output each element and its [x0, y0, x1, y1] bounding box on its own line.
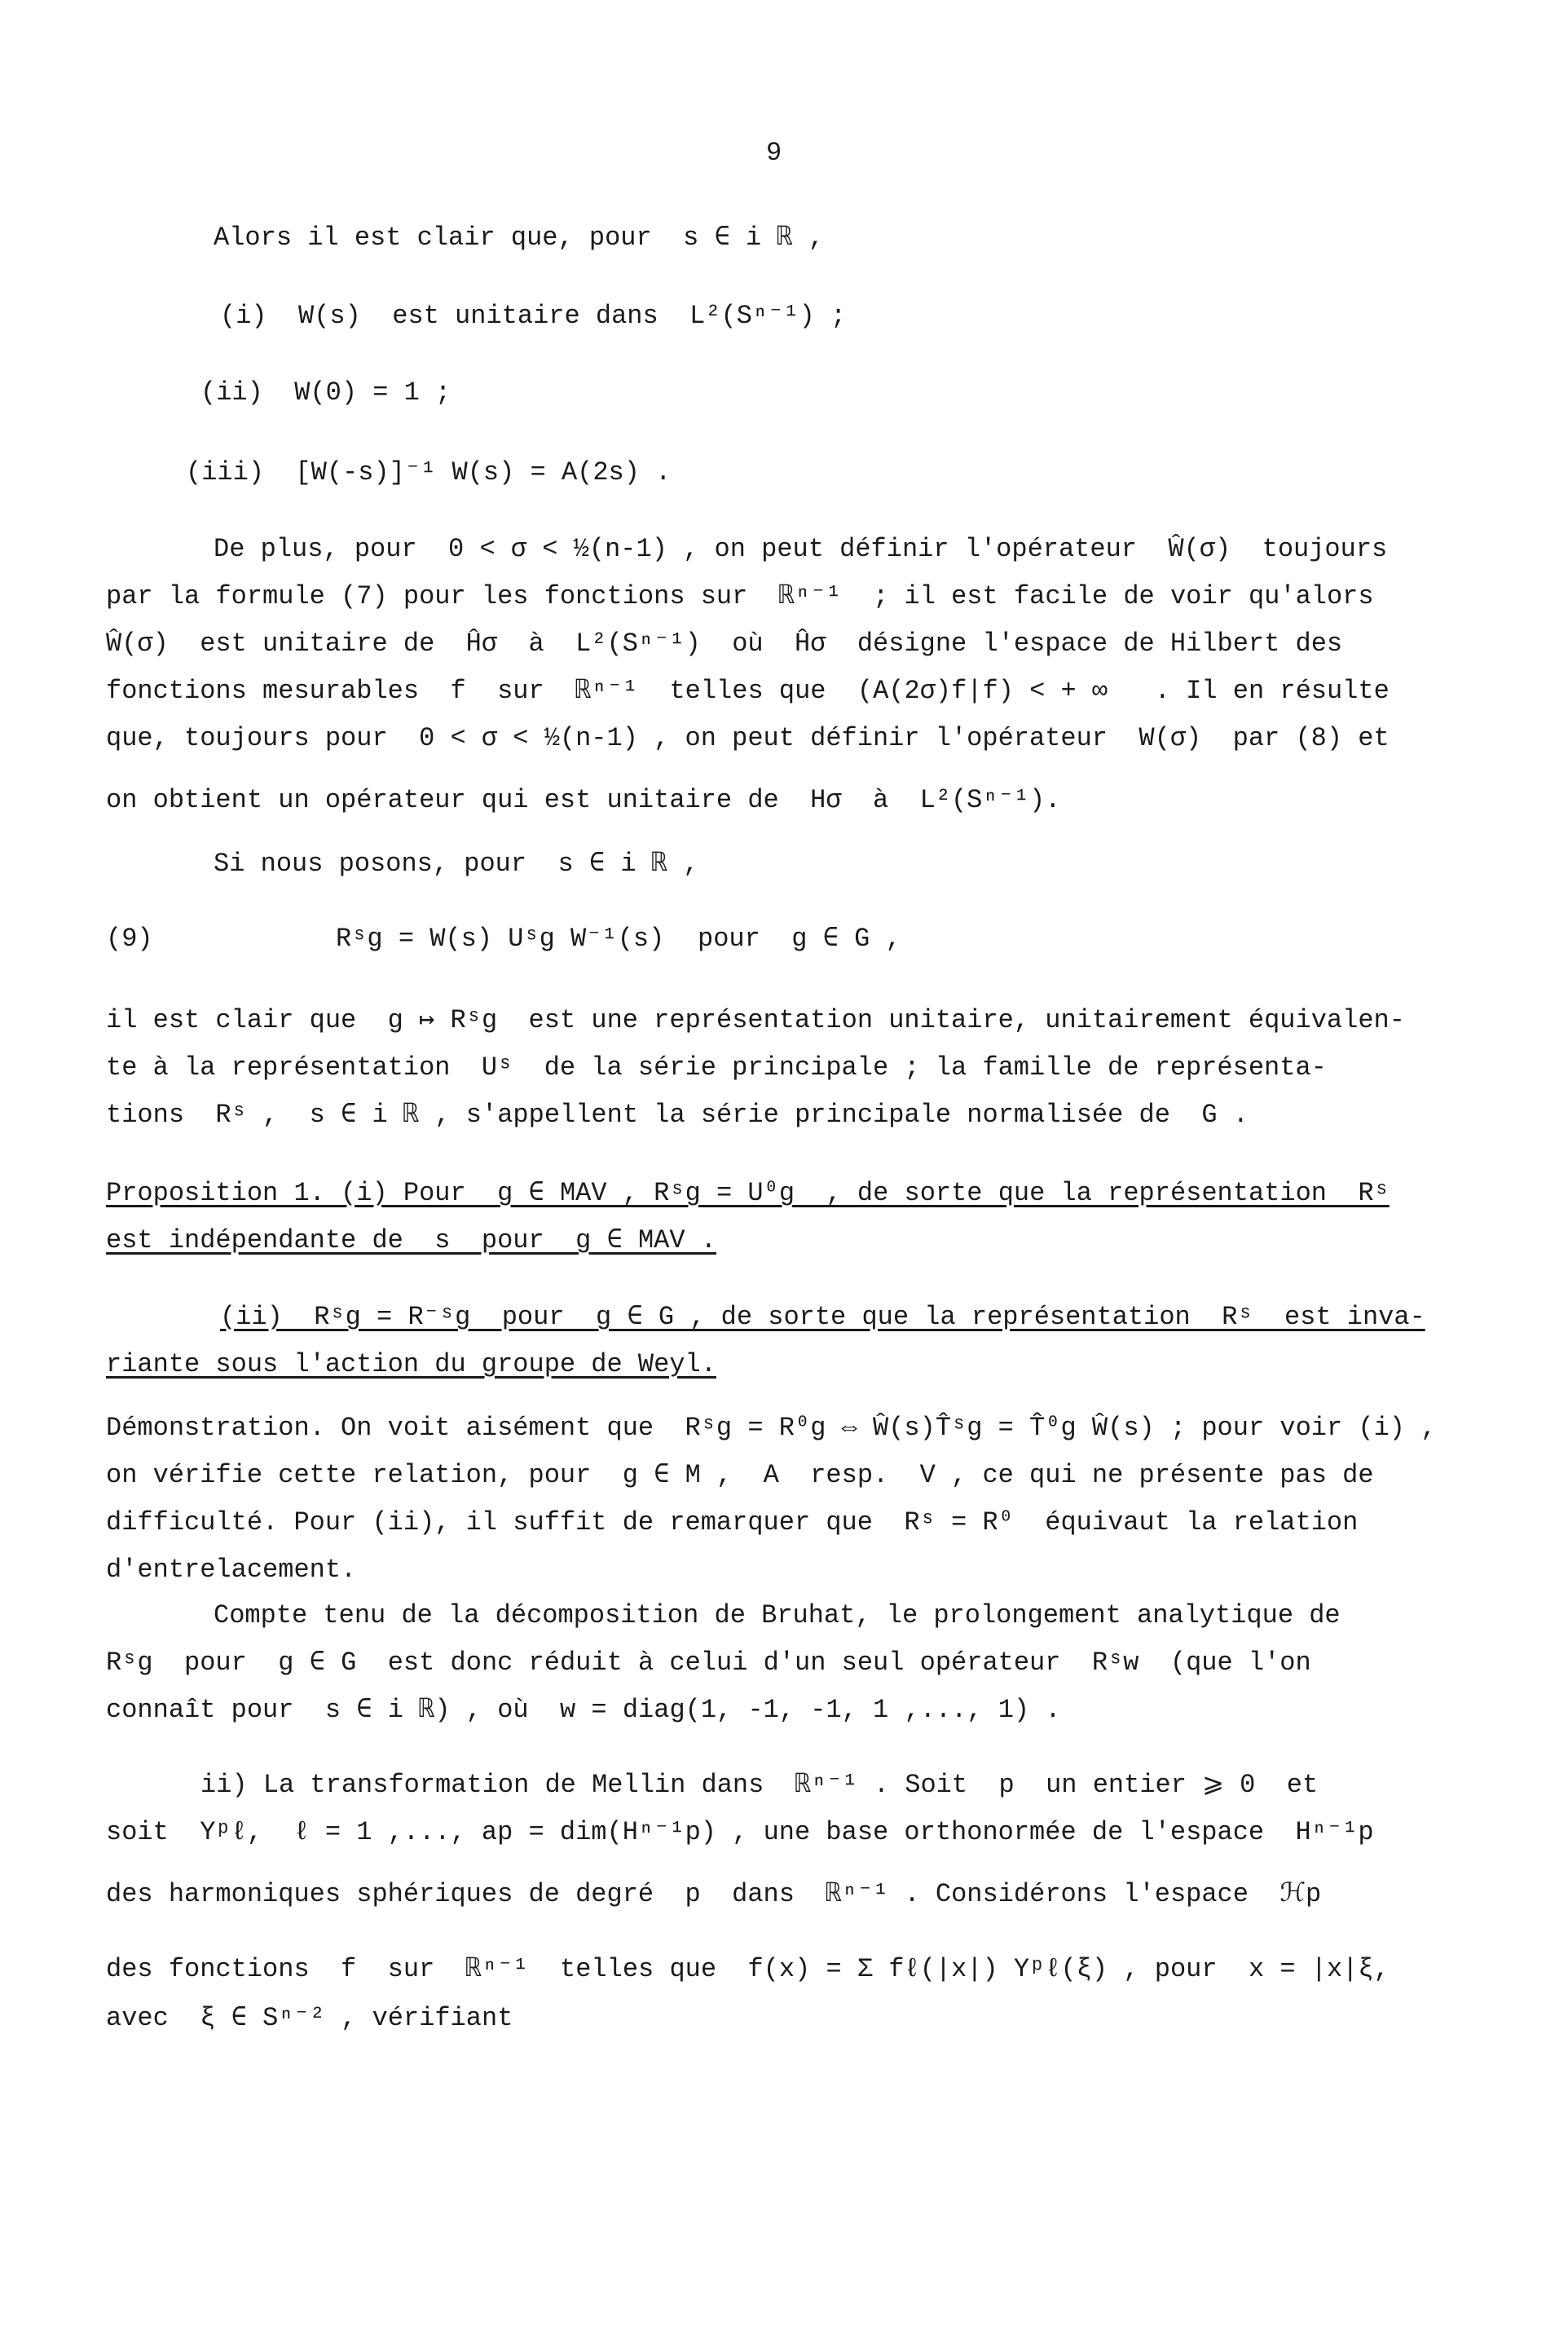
proof-line: difficulté. Pour (ii), il suffit de remarquer que Rˢ = R⁰ équivaut la relation — [106, 1507, 1359, 1538]
proposition-statement: Proposition 1. (i) Pour g ∈ MAV , Rˢg = U⁰g , de sorte que la représentation Rˢ — [106, 1178, 1390, 1208]
text-line: avec ξ ∈ Sⁿ⁻² , vérifiant — [106, 2003, 513, 2033]
proposition-statement: (ii) Rˢg = R⁻ˢg pour g ∈ G , de sorte que la représentation Rˢ est inva- — [220, 1302, 1425, 1332]
text-line: Rˢg pour g ∈ G est donc réduit à celui d'un seul opérateur Rˢw (que l'on — [106, 1648, 1311, 1678]
item-i: (i) W(s) est unitaire dans L²(Sⁿ⁻¹) ; — [220, 301, 847, 331]
text-line: connaît pour s ∈ i ℝ) , où w = diag(1, -1, -1, 1 ,..., 1) . — [106, 1695, 1061, 1725]
proposition-statement: est indépendante de s pour g ∈ MAV . — [106, 1225, 716, 1255]
text-line: fonctions mesurables f sur ℝⁿ⁻¹ telles que (A(2σ)f|f) < + ∞ . Il en résulte — [106, 676, 1390, 706]
proof-line: d'entrelacement. — [106, 1555, 357, 1585]
text-line: par la formule (7) pour les fonctions sur ℝⁿ⁻¹ ; il est facile de voir qu'alors — [106, 581, 1374, 611]
text-line: Ŵ(σ) est unitaire de Ĥσ à L²(Sⁿ⁻¹) où Ĥσ désigne l'espace de Hilbert des — [106, 629, 1343, 659]
item-iii: (iii) [W(-s)]⁻¹ W(s) = A(2s) . — [186, 457, 672, 488]
text-line: soit Yᵖℓ, ℓ = 1 ,..., ap = dim(Hⁿ⁻¹p) , une base orthonormée de l'espace Hⁿ⁻¹p — [106, 1817, 1374, 1847]
item-ii: (ii) W(0) = 1 ; — [200, 377, 451, 408]
text-line: des fonctions f sur ℝⁿ⁻¹ telles que f(x) = Σ fℓ(|x|) Yᵖℓ(ξ) , pour x = |x|ξ, — [106, 1954, 1390, 1984]
text-line: De plus, pour 0 < σ < ½(n-1) , on peut définir l'opérateur Ŵ(σ) toujours — [214, 534, 1388, 564]
text-line: te à la représentation Uˢ de la série principale ; la famille de représenta- — [106, 1052, 1327, 1083]
text-line: des harmoniques sphériques de degré p dans ℝⁿ⁻¹ . Considérons l'espace ℋp — [106, 1879, 1322, 1909]
text-line: tions Rˢ , s ∈ i ℝ , s'appellent la série principale normalisée de G . — [106, 1100, 1249, 1130]
proposition-statement: riante sous l'action du groupe de Weyl. — [106, 1349, 716, 1379]
equation-formula: Rˢg = W(s) Uˢg W⁻¹(s) — [336, 924, 665, 954]
text-line: Compte tenu de la décomposition de Bruhat, le prolongement analytique de — [214, 1600, 1341, 1630]
text-line: Si nous posons, pour s ∈ i ℝ , — [214, 849, 699, 879]
text-line: il est clair que g ↦ Rˢg est une représentation unitaire, unitairement équivalen- — [106, 1005, 1405, 1035]
proof-line: Démonstration. On voit aisément que Rˢg = R⁰g ⇔ Ŵ(s)T̂ˢg = T̂⁰g Ŵ(s) ; pour voir (i) , — [106, 1413, 1437, 1443]
proof-line: on vérifie cette relation, pour g ∈ M , A resp. V , ce qui ne présente pas de — [106, 1460, 1374, 1490]
equation-label: (9) — [106, 924, 153, 954]
text-line: que, toujours pour 0 < σ < ½(n-1) , on peut définir l'opérateur W(σ) par (8) et — [106, 723, 1390, 753]
text-line: Alors il est clair que, pour s ∈ i ℝ , — [214, 223, 825, 253]
page-number: 9 — [766, 138, 782, 168]
equation-condition: pour g ∈ G , — [698, 924, 901, 954]
section-heading-line: ii) La transformation de Mellin dans ℝⁿ⁻¹ . Soit p un entier ⩾ 0 et — [200, 1770, 1319, 1800]
text-line: on obtient un opérateur qui est unitaire de Hσ à L²(Sⁿ⁻¹). — [106, 785, 1061, 815]
